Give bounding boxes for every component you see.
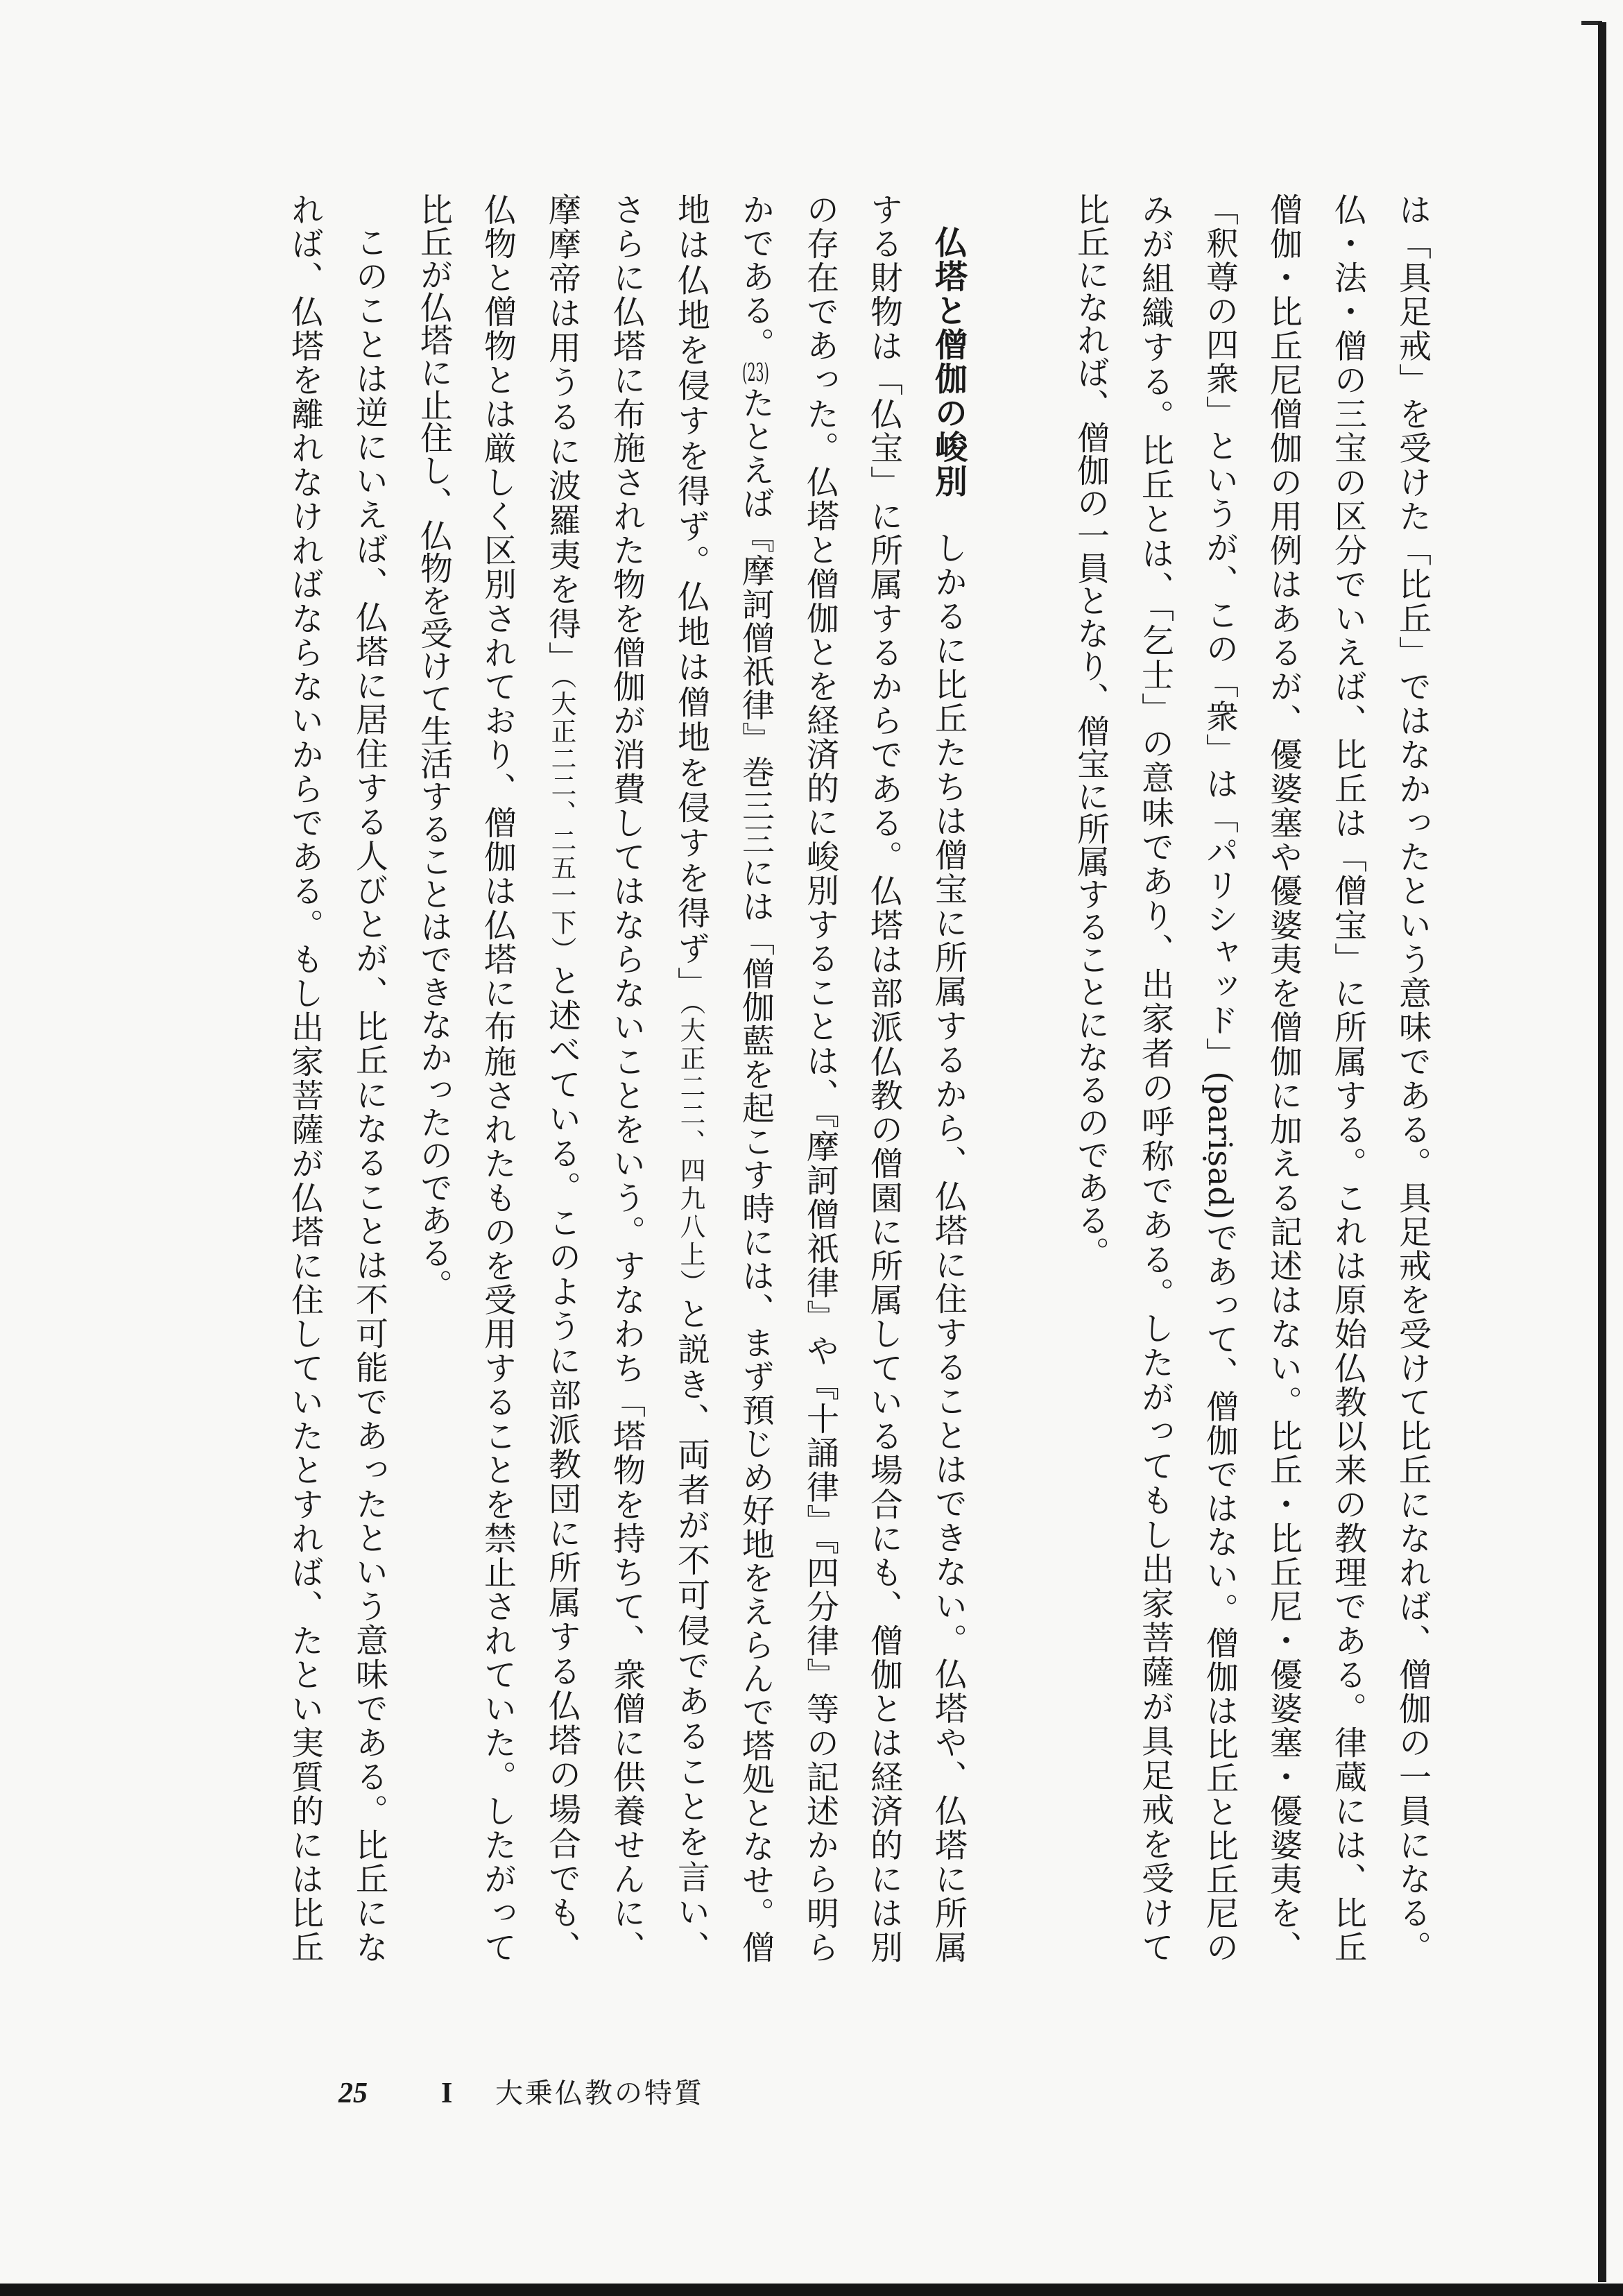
text-segment: と説き、両者が不可侵であることを言い、 — [672, 1297, 710, 1964]
text-column — [1068, 193, 1113, 1963]
text-column — [861, 193, 906, 1963]
text-column — [604, 193, 649, 1963]
section-heading: 仏塔と僧伽の峻別 — [929, 225, 968, 499]
text-line: さらに仏塔に布施された物を僧伽が消費してはならないことをいう。すなわち「塔物を持ちて、衆僧に供養せんに、 — [608, 193, 646, 1964]
text-column — [798, 193, 842, 1963]
text-line: れば、仏塔を離れなければならないからである。もし出家菩薩が仏塔に住していたとすれば、たとい実質的には比丘 — [286, 193, 324, 1963]
text-column — [1133, 193, 1177, 1963]
text-line: 比丘が仏塔に止住し、仏物を受けて生活することはできなかったのである。 — [415, 193, 453, 1301]
binding-shadow-line — [1598, 22, 1606, 2282]
text-line: このことは逆にいえば、仏塔に居住する人びとが、比丘になることは不可能であったという意味である。比丘にな — [350, 225, 388, 1964]
text-segment: 地は仏地を侵すを得ず。仏地は僧地を侵すを得ず」 — [672, 193, 710, 1002]
text-line: 僧伽・比丘尼僧伽の用例はあるが、優婆塞や優婆夷を僧伽に加える記述はない。比丘・比丘尼・優婆塞・優婆夷を、 — [1264, 193, 1303, 1964]
text-line: は「具足戒」を受けた「比丘」ではなかったという意味である。具足戒を受けて比丘になれば、僧伽の一員になる。 — [1393, 193, 1432, 1964]
text-column — [411, 193, 456, 1963]
text-line: の存在であった。仏塔と僧伽とを経済的に峻別することは、『摩訶僧祇律』や『十誦律』『四分律』等の記述から明ら — [801, 193, 839, 1963]
text-column-with-heading — [926, 193, 970, 1963]
text-line: 「釈尊の四衆」というが、この「衆」は「パリシャッド」(pariṣad)であって、僧伽ではない。僧伽は比丘と比丘尼の — [1201, 193, 1239, 1963]
text-column — [1197, 193, 1242, 1963]
text-column — [475, 193, 519, 1963]
page-number: 25 — [338, 2077, 368, 2109]
text-segment: たとえば『摩訶僧祇律』巻三三には「僧伽藍を起こす時には、まず預じめ好地をえらんで塔処となせ。僧 — [737, 386, 775, 1963]
citation: （大正二二、四九八上） — [676, 1002, 706, 1298]
text-line: みが組織する。比丘とは、「乞士」の意味であり、出家者の呼称である。したがってもし出家菩薩が具足戒を受けて — [1136, 193, 1174, 1963]
text-line: 仏物と僧物とは厳しく区別されており、僧伽は仏塔に布施されたものを受用することを禁止されていた。したがって — [479, 193, 517, 1963]
note-reference: (23) — [742, 361, 769, 386]
text-column — [733, 193, 778, 1963]
text-line: 比丘になれば、僧伽の一員となり、僧宝に所属することになるのである。 — [1072, 193, 1110, 1269]
text-line: しかるに比丘たちは僧宝に所属するから、仏塔に住することはできない。仏塔や、仏塔に所属 — [929, 531, 968, 1964]
text-column — [540, 193, 584, 1963]
text-column — [669, 193, 713, 1963]
text-segment: と述べている。このように部派教団に所属する仏塔の場合でも、 — [543, 963, 581, 1964]
text-line: する財物は「仏宝」に所属するからである。仏塔は部派仏教の僧園に所属している場合にも、僧伽とは経済的には別 — [865, 193, 903, 1964]
text-line: 仏・法・僧の三宝の区分でいえば、比丘は「僧宝」に所属する。これは原始仏教以来の教理である。律蔵には、比丘 — [1329, 193, 1367, 1963]
citation: （大正二二、二五一下） — [547, 676, 577, 964]
text-column — [1390, 193, 1434, 1963]
scan-bottom-edge — [0, 2284, 1623, 2296]
part-number: I — [441, 2077, 453, 2109]
text-column — [1261, 193, 1305, 1963]
text-segment: 摩摩帝は用うるに波羅夷を得」 — [543, 193, 581, 676]
text-segment: かである。 — [737, 193, 775, 361]
running-title: 大乗仏教の特質 — [495, 2077, 704, 2109]
text-column — [282, 193, 327, 1963]
text-column — [1325, 193, 1370, 1963]
text-column — [347, 193, 391, 1963]
